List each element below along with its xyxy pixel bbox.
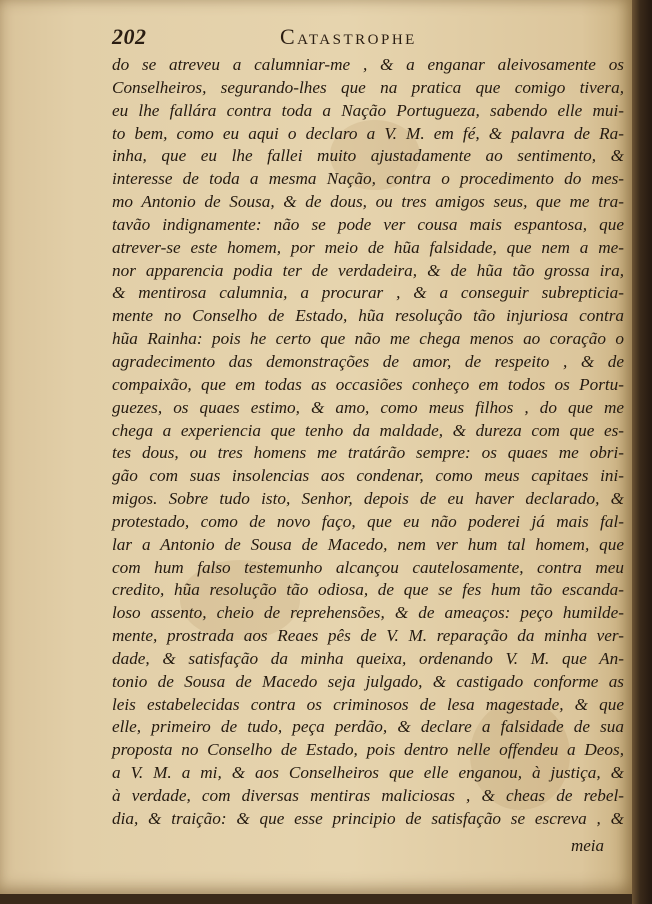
text-line: com hum falso testemunho alcançou cautelosamente, contra meu: [112, 557, 624, 577]
text-line: do se atreveu a calumniar-me , & a enganar aleivosamente os: [112, 55, 624, 74]
running-head: Catastrophe: [280, 24, 417, 49]
text-line: leis estabelecidas contra os criminosos de lesa magestade, & que: [112, 694, 624, 714]
text-line: guezes, os quaes estimo, & amo, como meus filhos , do que me: [112, 397, 624, 417]
text-line: tavão indignamente: não se pode ver cousa mais espantosa, que: [112, 214, 624, 234]
text-line: compaixão, que em todas as occasiões conheço em todos os Portu-: [112, 374, 624, 394]
text-line: mente, prostrada aos Reaes pês de V. M. reparação da minha ver-: [112, 626, 624, 646]
page-header: [112, 22, 612, 52]
text-line: dade, & satisfação da minha queixa, ordenando V. M. que An-: [112, 648, 624, 668]
text-line: to bem, como eu aqui o declaro a V. M. em fé, & palavra de Ra-: [112, 123, 624, 143]
text-line: dia, & traição: & que esse principio de satisfação se escreva , &: [112, 808, 624, 828]
text-line: protestado, como de novo faço, que eu não poderei já mais fal-: [112, 511, 624, 531]
text-line: migos. Sobre tudo isto, Senhor, depois de eu haver declarado, &: [112, 489, 624, 509]
text-line: a V. M. a mi, & aos Conselheiros que elle enganou, à justiça, &: [112, 763, 624, 783]
page-number: 202: [112, 24, 147, 49]
text-line: gão com suas insolencias aos condenar, como meus capitaes ini-: [112, 466, 624, 486]
text-line: loso assento, cheio de reprehensões, & de ameaços: peço humilde-: [112, 603, 624, 623]
text-line: chega a experiencia que tenho da maldade, & dureza com que es-: [112, 420, 624, 440]
text-line: atrever-se este homem, por meio de hũa falsidade, que nem a me-: [112, 237, 624, 257]
text-line: tonio de Sousa de Macedo seja julgado, & castigado conforme as: [112, 671, 624, 691]
body-text: [112, 54, 624, 831]
text-line: elle, primeiro de tudo, peça perdão, & declare a falsidade de sua: [112, 717, 624, 737]
text-line: credito, hũa resolução tão odiosa, de que se fes hum tão escanda-: [112, 580, 624, 600]
text-line: à verdade, com diversas mentiras maliciosas , & cheas de rebel-: [112, 786, 624, 805]
text-line: proposta no Conselho de Estado, pois dentro nelle offendeu a Deos,: [112, 740, 624, 760]
text-line: inha, que eu lhe fallei muito ajustadamente ao sentimento, &: [112, 146, 624, 166]
book-gutter-edge: [632, 0, 652, 904]
text-line: tes dous, ou tres homens me tratárão sempre: os quaes me obri-: [112, 443, 624, 463]
text-line: agradecimento das demonstrações de amor, de respeito , & de: [112, 351, 624, 371]
text-line: lar a Antonio de Sousa de Macedo, nem ver hum tal homem, que: [112, 534, 624, 554]
text-line: mente no Conselho de Estado, hũa resolução tão injuriosa contra: [112, 306, 624, 326]
text-line: eu lhe fallára contra toda a Nação Portugueza, sabendo elle mui-: [112, 100, 624, 120]
text-line: mo Antonio de Sousa, & de dous, ou tres amigos seus, que me tra-: [112, 192, 624, 212]
text-line: hũa Rainha: pois he certo que não me chega menos ao coração o: [112, 329, 624, 349]
text-line: Conselheiros, segurando-lhes que na pratica que comigo tivera,: [112, 77, 624, 97]
text-line: nor apparencia podia ter de verdadeira, & de hũa tão grossa ira,: [112, 260, 624, 280]
text-line: interesse de toda a mesma Nação, contra o procedimento do mes-: [112, 169, 624, 189]
text-line: & mentirosa calumnia, a procurar , & a conseguir subrepticia-: [112, 283, 624, 303]
catchword: meia: [570, 836, 604, 855]
